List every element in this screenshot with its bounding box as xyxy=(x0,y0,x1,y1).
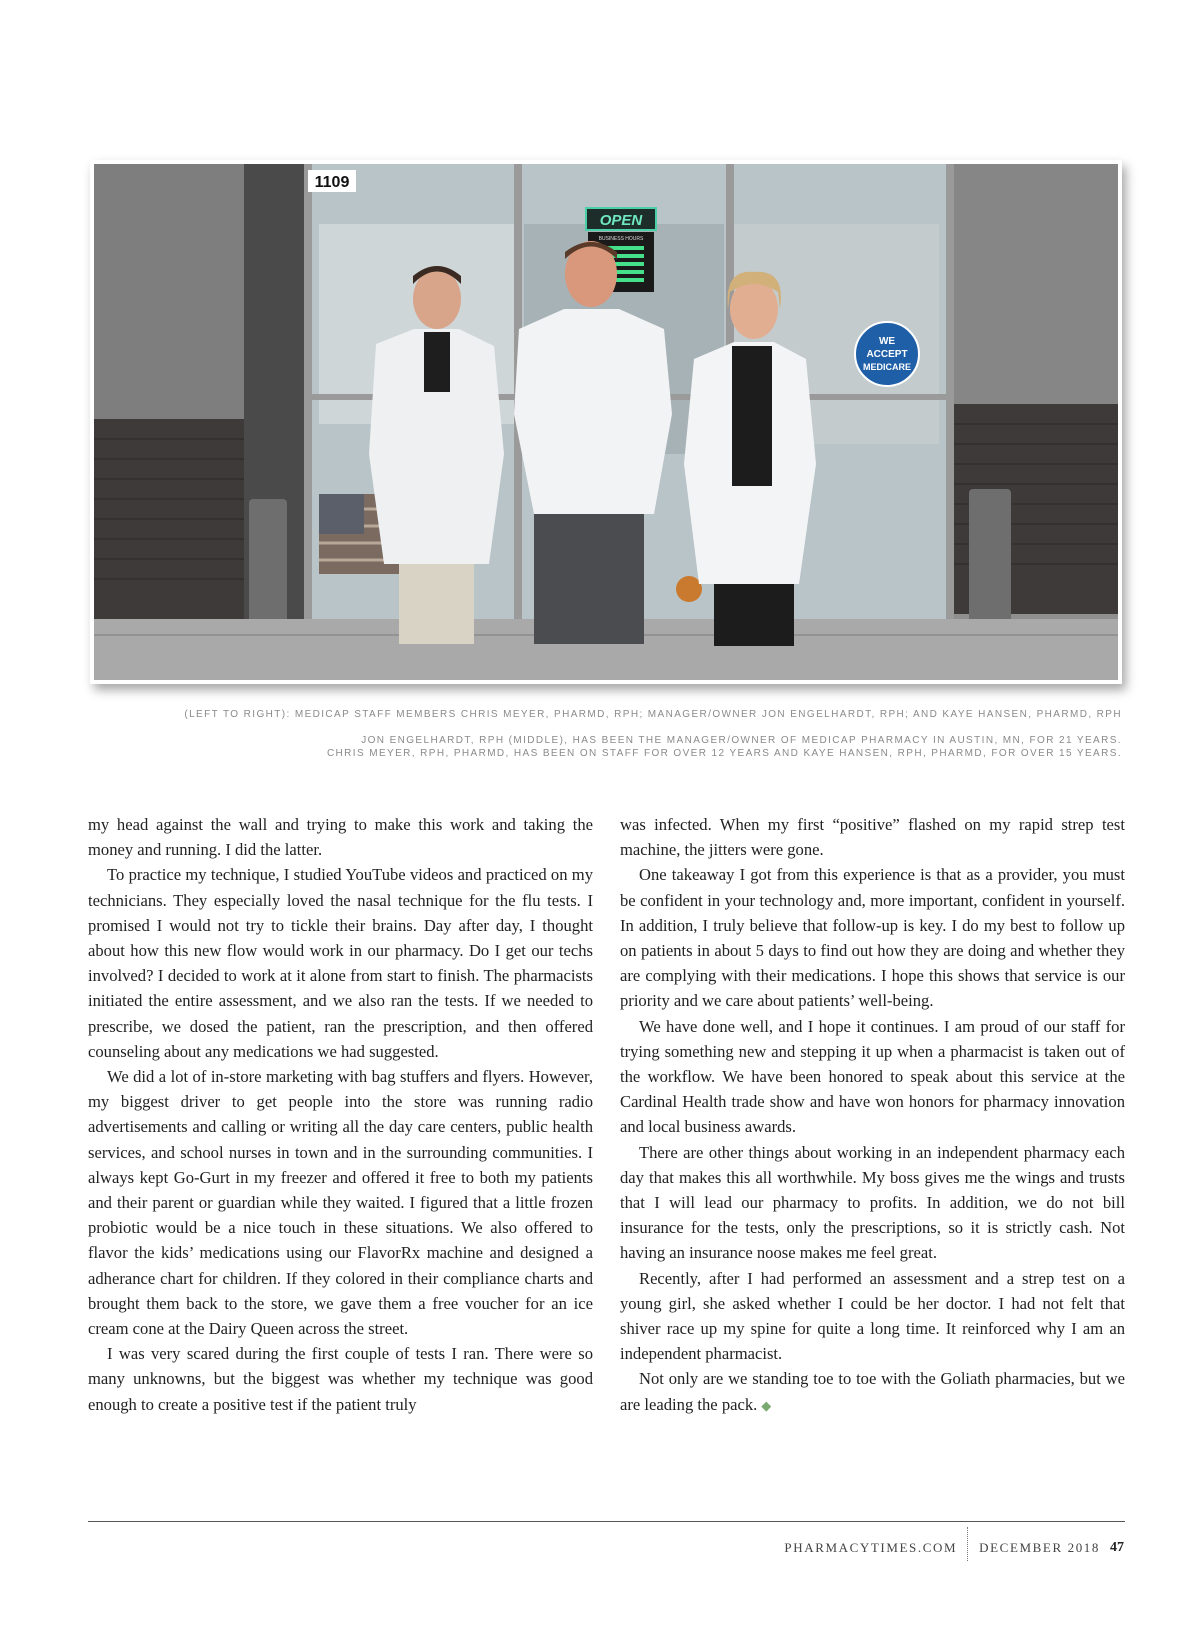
paragraph: Recently, after I had performed an assessment and a strep test on a young girl, she asked whether I could be her doctor. I had not felt that shiver race up my spine for quite a long time. It reinforced why I am an independent pharmacist. xyxy=(620,1268,1125,1364)
open-sign: OPEN xyxy=(599,212,643,229)
paragraph: We did a lot of in-store marketing with bag stuffers and flyers. However, my biggest driver to get people into the store was running radio advertisements and calling or writing all the day care centers, public health services, and school nurses in town and in the surrounding communities. I always kept Go-Gurt in my freezer and offered it free to both my patients and their parent or guardian while they waited. I figured that a little frozen probiotic would be a nice touch in these situations. We also offered to flavor the kids’ medications using our FlavorRx machine and designed a adherance chart for children. If they colored in their compliance charts and brought them back to the store, we gave them a free voucher for an ice cream cone at the Dairy Queen across the street. xyxy=(88,1067,593,1339)
storefront-illustration xyxy=(94,164,1118,680)
article-column-left xyxy=(88,812,593,1417)
photo-caption-names: (LEFT TO RIGHT): MEDICAP STAFF MEMBERS CHRIS MEYER, PHARMD, RPH; MANAGER/OWNER JON ENGELHARDT, RPH; AND KAYE HANSEN, PHARMD, RPH xyxy=(184,709,1122,720)
badge-line1: WE xyxy=(878,336,896,347)
end-mark-icon: ◆ xyxy=(761,1397,772,1413)
paragraph: One takeaway I got from this experience is that as a provider, you must be confident in your technology and, more important, confident in yourself. In addition, I truly believe that follow-up is key. I do my best to follow up on patients in about 5 days to find out how they are doing and whether they are complying with their medications. I hope this shows that service is our priority and we care about patients’ well-being. xyxy=(620,865,1125,1011)
photo-caption-detail-1: JON ENGELHARDT, RPH (MIDDLE), HAS BEEN THE MANAGER/OWNER OF MEDICAP PHARMACY IN AUSTIN, MN, FOR 21 YEARS. xyxy=(361,735,1122,746)
footer-issue: DECEMBER 2018 xyxy=(979,1540,1100,1555)
page-footer xyxy=(784,1531,1124,1565)
storefront-number: 1109 xyxy=(314,174,350,191)
hours-sign: BUSINESS HOURS xyxy=(598,236,644,242)
staff-photo xyxy=(94,164,1118,680)
paragraph: I was very scared during the first couple of tests I ran. There were so many unknowns, but the biggest was whether my technique was good enough to create a positive test if the patient truly xyxy=(88,1344,593,1414)
badge-line3: MEDICARE xyxy=(862,362,912,372)
badge-line2: ACCEPT xyxy=(866,349,908,360)
photo-frame xyxy=(90,160,1122,684)
page-number: 47 xyxy=(1110,1540,1124,1555)
footer-site: PHARMACYTIMES.COM xyxy=(784,1540,958,1555)
paragraph: my head against the wall and trying to make this work and taking the money and running. I did the latter. xyxy=(88,815,593,860)
paragraph-last xyxy=(620,1366,1125,1417)
footer-separator xyxy=(967,1527,969,1561)
footer-rule xyxy=(88,1521,1125,1522)
photo-caption-detail-2: CHRIS MEYER, RPH, PHARMD, HAS BEEN ON STAFF FOR OVER 12 YEARS AND KAYE HANSEN, RPH, PHARMD, FOR OVER 15 YEARS. xyxy=(326,748,1122,759)
paragraph: There are other things about working in an independent pharmacy each day that makes this all worthwhile. My boss gives me the wings and trusts that I will lead our pharmacy to profits. In addition, we do not bill insurance for the tests, only the prescriptions, so it is strictly cash. Not having an insurance noose makes me feel great. xyxy=(620,1142,1125,1263)
paragraph: To practice my technique, I studied YouTube videos and practiced on my technicians. They especially loved the nasal technique for the flu tests. I promised I would not try to tickle their brains. Day after day, I thought about how this new flow would work in our pharmacy. Do I get our techs involved? I decided to work at it alone from start to finish. The pharmacists initiated the entire assessment, and we also ran the tests. If we needed to prescribe, we dosed the patient, ran the prescription, and then offered counseling about any medications we had suggested. xyxy=(88,865,593,1061)
article-column-right xyxy=(620,812,1125,1418)
paragraph: We have done well, and I hope it continues. I am proud of our staff for trying something new and stepping it up when a pharmacist is taken out of the workflow. We have been honored to speak about this service at the Cardinal Health trade show and have won honors for pharmacy innovation and local business awards. xyxy=(620,1016,1125,1137)
paragraph-text: Not only are we standing toe to toe with the Goliath pharmacies, but we are leading the pack. xyxy=(620,1369,1125,1414)
paragraph: was infected. When my first “positive” flashed on my rapid strep test machine, the jitters were gone. xyxy=(620,815,1125,860)
